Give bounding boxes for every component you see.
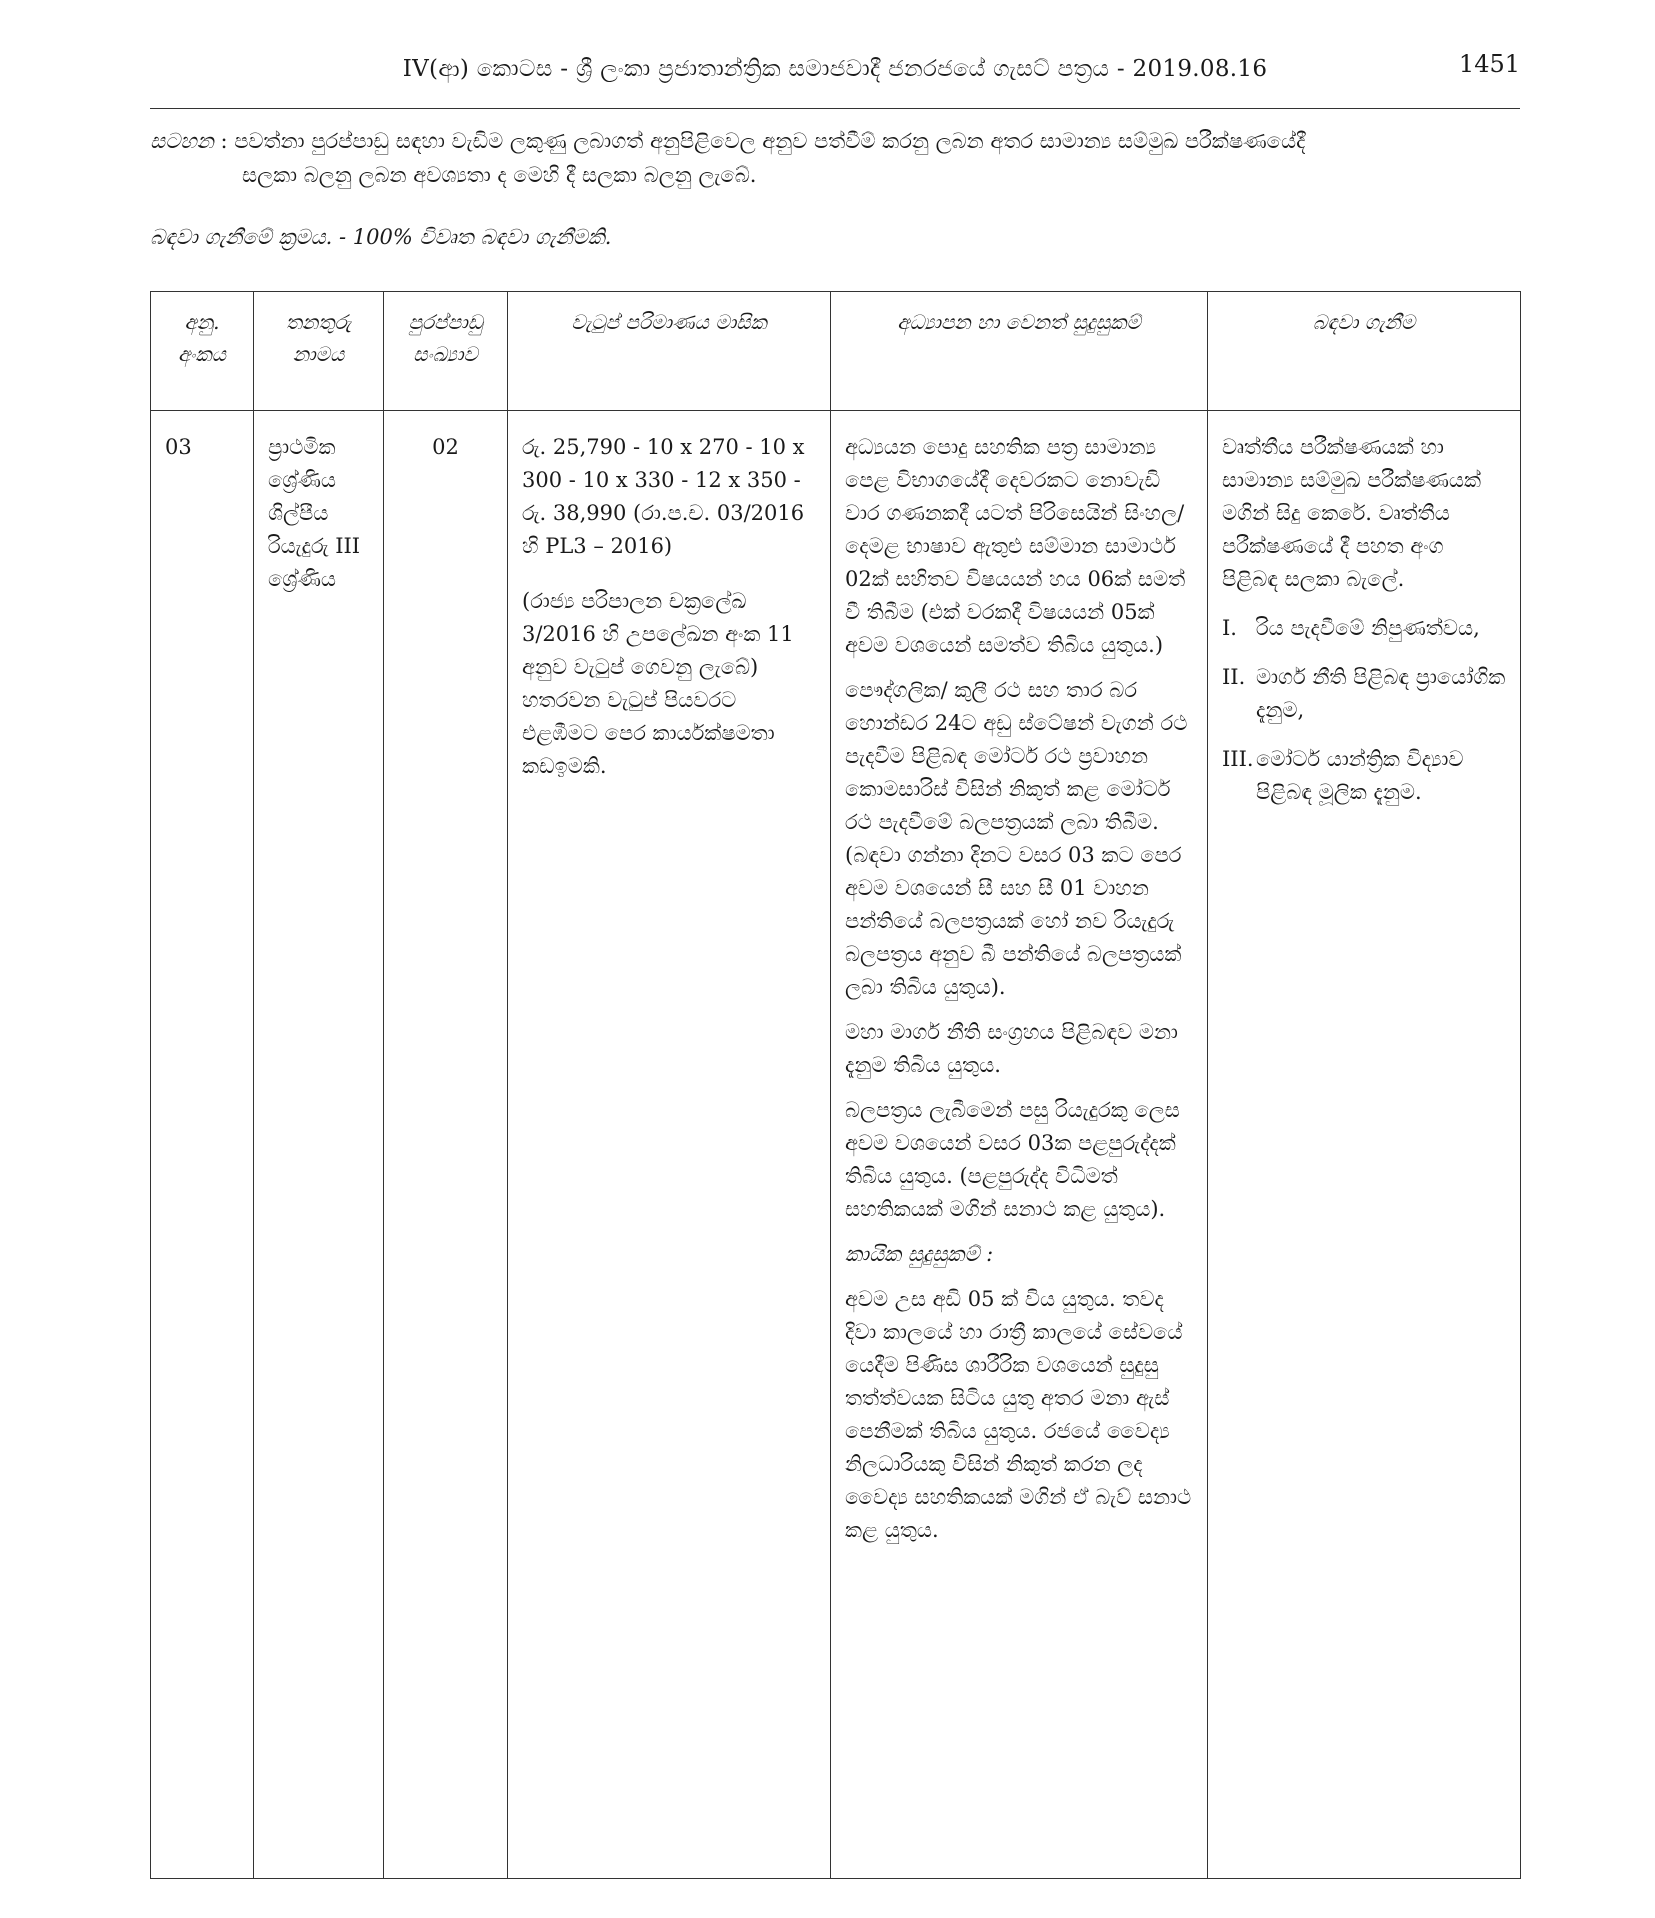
- physical-qualification-label: කායික සුදුසුකම් :: [845, 1242, 994, 1266]
- cell-serial-number: 03: [151, 411, 254, 1879]
- recruitment-item-text: රිය පැදවීමේ නිපුණත්වය,: [1256, 616, 1480, 640]
- cell-salary: [508, 411, 831, 1879]
- experience-qualification: බලපත්‍රය ලැබීමෙන් පසු රියැදුරකු ලෙස අවම වශයෙන් වසර 03ක පළපුරුද්දක් තිබිය යුතුය. (පළපුරුද්ද විධිමත් සහතිකයක් මගින් සනාථ කළ යුතුය).: [845, 1098, 1180, 1221]
- gazette-header: [150, 48, 1520, 109]
- gazette-title: IV(ආ) කොටස - ශ්‍රී ලංකා ප්‍රජාතාන්ත්‍රික සමාජවාදී ජනරජයේ ගැසට් පත්‍රය - 2019.08.16: [402, 56, 1268, 82]
- vacancy-table: [150, 291, 1521, 1879]
- cell-vacancies: 02: [384, 411, 508, 1879]
- recruitment-intro: වෘත්තීය පරීක්ෂණයක් හා සාමාන්‍ය සම්මුඛ පරීක්ෂණයක් මගින් සිදු කෙරේ. වෘත්තීය පරීක්ෂණයේ දී පහත අංග පිළිබඳ සලකා බැලේ.: [1222, 435, 1482, 591]
- cell-qualifications: [831, 411, 1208, 1879]
- recruitment-item-numeral: I.: [1222, 616, 1237, 640]
- table-row: [151, 411, 1521, 1879]
- page-number: 1451: [1458, 50, 1520, 78]
- recruitment-item: [1222, 743, 1506, 809]
- cell-post-name: ප්‍රාථමික ශ්‍රේණිය ශිල්පීය රියැදුරු III ශ්‍රේණිය: [254, 411, 384, 1879]
- recruitment-item-text: මෝටර් යාන්ත්‍රික විද්‍යාව පිළිබඳ මූලික දැනුම.: [1256, 747, 1464, 804]
- salary-scale: රු. 25,790 - 10 x 270 - 10 x 300 - 10 x 330 - 12 x 350 - රු. 38,990 (රා.ප.ච. 03/2016 හි PL3 – 2016): [522, 435, 805, 558]
- recruitment-item: [1222, 661, 1506, 727]
- recruitment-item-numeral: III.: [1222, 747, 1254, 771]
- recruitment-item-numeral: II.: [1222, 665, 1246, 689]
- recruitment-method: බඳවා ගැනීමේ ක්‍රමය. - 100% විවෘත බඳවා ගැනීමකි.: [150, 225, 612, 249]
- header-vacancies: පුරප්පාඩු සංඛ්‍යාව: [384, 292, 508, 411]
- table-header-row: [151, 292, 1521, 411]
- note-line-1: : පවත්නා පුරප්පාඩු සඳහා වැඩිම ලකුණු ලබාගත් අනුපිළිවෙල අනුව පත්වීම් කරනු ලබන අතර සාමාන්‍ය සම්මුඛ පරීක්ෂණයේදී: [220, 129, 1306, 153]
- note-block: [150, 124, 1520, 192]
- physical-qualification: අවම උස අඩි 05 ක් විය යුතුය. තවද දිවා කාලයේ හා රාත්‍රී කාලයේ සේවයේ යෙදීම පිණිස ශාරීරික වශයෙන් සුදුසු තත්ත්වයක සිටිය යුතු අතර මනා ඇස් පෙනීමක් තිබිය යුතුය. රජයේ වෛද්‍ය නිලධාරියකු විසින් නිකුත් කරන ලද වෛද්‍ය සහතිකයක් මගින් ඒ බැව් සනාථ කළ යුතුය.: [845, 1287, 1192, 1542]
- highway-code-qualification: මහා මාර්ග නීති සංග්‍රහය පිළිබඳව මනා දැනුම තිබිය යුතුය.: [845, 1020, 1178, 1077]
- header-salary-scale: වැටුප් පරිමාණය මාසික: [508, 292, 831, 411]
- header-serial-number: අනු. අංකය: [151, 292, 254, 411]
- recruitment-item-text: මාර්ග නීති පිළිබඳ ප්‍රායෝගික දැනුම,: [1256, 665, 1506, 722]
- header-qualifications: අධ්‍යාපන හා වෙනත් සුදුසුකම්: [831, 292, 1208, 411]
- education-qualification: අධ්‍යයන පොදු සහතික පත්‍ර සාමාන්‍ය පෙළ විභාගයේදී දෙවරකට නොවැඩි වාර ගණනකදී යටත් පිරිසෙයින් සිංහල/ දෙමළ භාෂාව ඇතුළු සම්මාන සාමාර්ථ 02ක් සහිතව විෂයයන් හය 06ක් සමත් වී තිබීම (එක් වරකදී විෂයයන් 05ක් අවම වශයෙන් සමත්ව තිබිය යුතුය.): [845, 435, 1186, 657]
- licence-qualification: පෞද්ගලික/ කුලී රථ සහ තාර බර හොන්ඩර 24ට අඩු ස්ටේෂන් වැගන් රථ පැදවීම පිළිබඳ මෝටර් රථ ප්‍රවාහන කොමසාරිස් විසින් නිකුත් කළ මෝටර් රථ පැදවීමේ බලපත්‍රයක් ලබා තිබීම. (බඳවා ගන්නා දිනට වසර 03 කට පෙර අවම වශයෙන් සී සහ සී 01 වාහන පන්තියේ බලපත්‍රයක් හෝ නව රියැදුරු බලපත්‍රය අනුව බී පන්තියේ බලපත්‍රයක් ලබා තිබිය යුතුය).: [845, 678, 1188, 999]
- cell-recruitment: [1208, 411, 1521, 1879]
- recruitment-item: [1222, 612, 1506, 645]
- note-line-2: සලකා බලනු ලබන අවශ්‍යතා ද මෙහි දී සලකා බලනු ලැබේ.: [242, 163, 757, 187]
- header-post-name: තනතුරු නාමය: [254, 292, 384, 411]
- efficiency-bar-note: හතරවන වැටුප් පියවරට එළඹීමට පෙර කාර්යක්ෂමතා කඩඉමකි.: [522, 688, 775, 778]
- note-label: සටහන: [150, 129, 214, 153]
- salary-circular-note: (රාජ්‍ය පරිපාලන චක්‍රලේඛ 3/2016 හි උපලේඛන අංක 11 අනුව වැටුප් ගෙවනු ලැබේ): [522, 589, 794, 679]
- header-recruitment: බඳවා ගැනීම: [1208, 292, 1521, 411]
